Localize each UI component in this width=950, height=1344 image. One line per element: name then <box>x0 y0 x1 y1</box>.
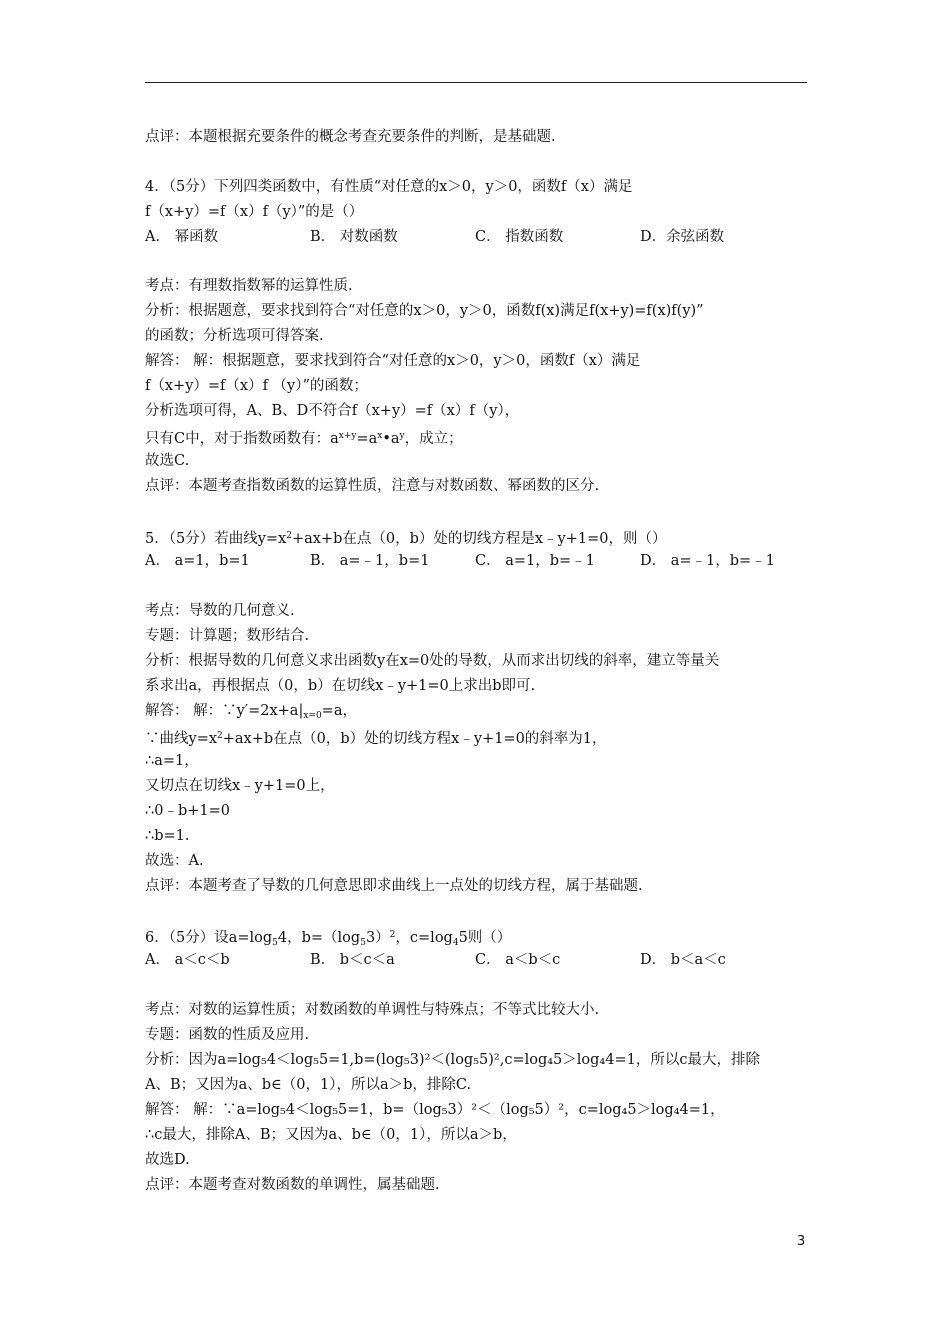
header-rule <box>145 82 807 83</box>
q5-option-c: C． a=1，b=﹣1 <box>475 553 595 569</box>
q4-option-d: D．余弦函数 <box>640 229 725 245</box>
q5-topic: 考点：导数的几何意义. <box>145 603 295 619</box>
q6-stem: 6．（5分）设$a=\log_54$，$b=(\log_53)^2$，$c=\log_45$则（） <box>145 930 512 948</box>
q6-solution-3: 故选D. <box>145 1152 190 1168</box>
q6-solution: 解答： 解：∵a=log₅4＜log₅5=1，b=（log₅3）²＜（log₅5）²，c=log₄5＞log₄4=1， <box>145 1102 725 1118</box>
q5-option-d: D． a=﹣1，b=﹣1 <box>640 553 775 569</box>
q5-solution-6: ∴b=1. <box>145 828 190 844</box>
q5-solution-7: 故选：A. <box>145 853 204 869</box>
q5-subject: 专题：计算题；数形结合. <box>145 628 310 644</box>
review-line: 点评：本题根据充要条件的概念考查充要条件的判断，是基础题. <box>145 129 556 145</box>
q5-stem: 5．（5分）若曲线$y=x^2+ax+b$在点（0，b）处的切线方程是x﹣y+1=0，则（） <box>145 531 667 547</box>
q6-topic: 考点：对数的运算性质；对数函数的单调性与特殊点；不等式比较大小. <box>145 1002 600 1018</box>
q5-solution-4: 又切点在切线x﹣y+1=0上， <box>145 778 335 794</box>
q6-subject: 专题：函数的性质及应用. <box>145 1027 310 1043</box>
q6-analysis-cont: A、B；又因为a、b∈（0，1），所以a＞b，排除C. <box>145 1077 472 1093</box>
q4-solution-3: 分析选项可得，A、B、D不符合f（x+y）=f（x）f（y）， <box>145 403 520 419</box>
q5-analysis-cont: 系求出a，再根据点（0，b）在切线x﹣y+1=0上求出b即可. <box>145 678 536 694</box>
q4-review: 点评：本题考查指数函数的运算性质，注意与对数函数、幂函数的区分. <box>145 478 600 494</box>
q6-review: 点评：本题考查对数函数的单调性，属基础题. <box>145 1177 440 1193</box>
q6-option-d: D． b＜a＜c <box>640 952 726 968</box>
q4-option-c: C． 指数函数 <box>475 229 564 245</box>
q5-option-a: A． a=1，b=1 <box>145 553 250 569</box>
q5-analysis: 分析：根据导数的几何意义求出函数y在x=0处的导数，从而求出切线的斜率，建立等量关 <box>145 653 720 669</box>
q6-solution-2: ∴c最大，排除A、B；又因为a、b∈（0，1），所以a＞b， <box>145 1127 517 1143</box>
q6-option-a: A． a＜c＜b <box>145 952 230 968</box>
q4-stem: 4．（5分）下列四类函数中，有性质“对任意的x＞0，y＞0，函数f（x）满足 <box>145 179 633 195</box>
q4-topic: 考点：有理数指数幂的运算性质. <box>145 278 353 294</box>
q4-analysis: 分析：根据题意，要求找到符合“对任意的x＞0，y＞0，函数f(x)满足f(x+y)=f(x)f(y)” <box>145 303 704 319</box>
q5-solution-3: ∴a=1， <box>145 753 199 769</box>
q6-analysis: 分析：因为a=log₅4＜log₅5=1,b=(log₅3)²＜(log₅5)²,c=log₄5＞log₄4=1，所以c最大，排除 <box>145 1052 760 1068</box>
q6-option-c: C． a＜b＜c <box>475 952 561 968</box>
q5-solution: 解答： 解：$\because y'=2x+a|_{x=0}=a$， <box>145 703 357 721</box>
q4-option-b: B． 对数函数 <box>310 229 398 245</box>
q5-review: 点评：本题考查了导数的几何意思即求曲线上一点处的切线方程，属于基础题. <box>145 878 643 894</box>
q4-solution-5: 故选C. <box>145 453 190 469</box>
q4-option-a: A． 幂函数 <box>145 229 219 245</box>
q4-stem-cont: f（x+y）=f（x）f（y）”的是（） <box>145 204 364 220</box>
q5-option-b: B． a=﹣1，b=1 <box>310 553 430 569</box>
q5-solution-2: ∵曲线$y=x^2+ax+b$在点（0，b）处的切线方程x﹣y+1=0的斜率为1， <box>145 731 607 747</box>
q4-analysis-cont: 的函数；分析选项可得答案. <box>145 328 324 344</box>
q5-solution-5: ∴0﹣b+1=0 <box>145 803 230 819</box>
q4-solution: 解答： 解：根据题意，要求找到符合“对任意的x＞0，y＞0，函数f（x）满足 <box>145 353 641 369</box>
q4-solution-2: f（x+y）=f（x）f （y）”的函数； <box>145 378 368 394</box>
q6-option-b: B． b＜c＜a <box>310 952 395 968</box>
q4-solution-4: 只有C中，对于指数函数有：$a^{x+y}=a^x•a^y$，成立； <box>145 431 463 447</box>
page-number: 3 <box>797 1234 806 1249</box>
